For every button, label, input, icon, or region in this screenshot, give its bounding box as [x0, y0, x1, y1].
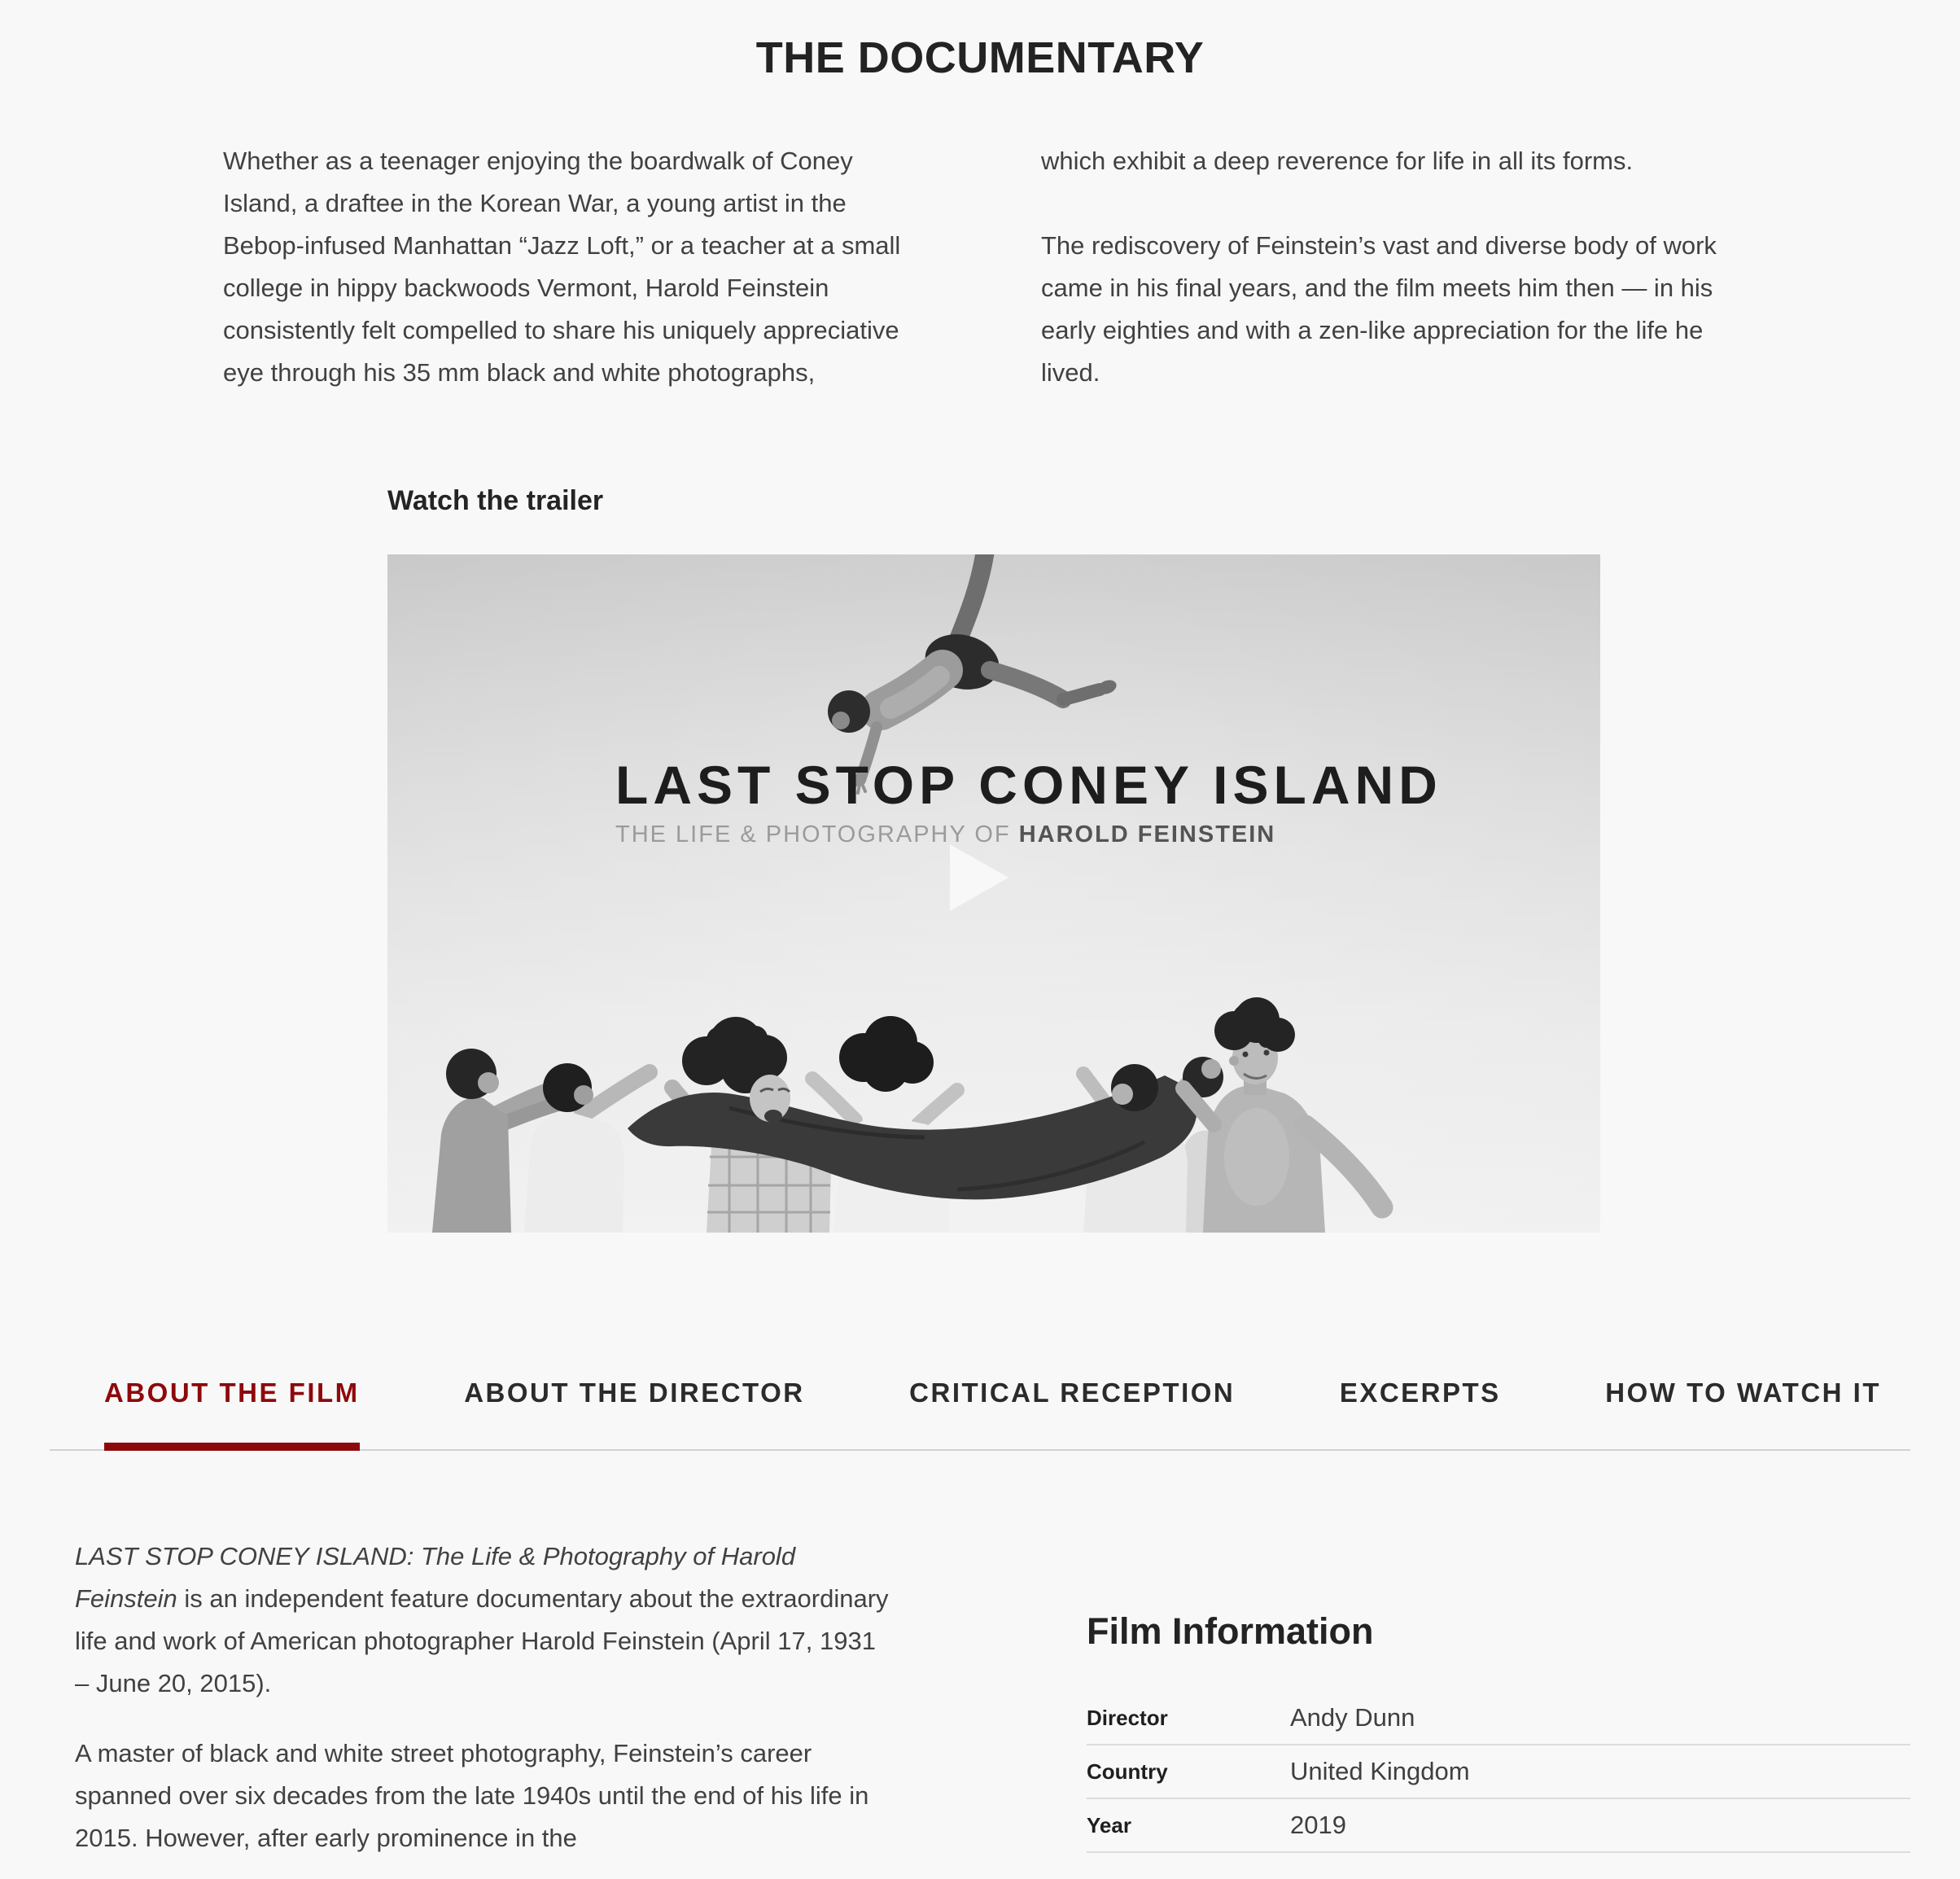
watch-trailer-heading: Watch the trailer — [387, 485, 604, 516]
video-subtitle-bold: HAROLD FEINSTEIN — [1018, 821, 1276, 848]
intro-columns — [223, 140, 1737, 394]
about-film-paragraph-2: A master of black and white street photography, Feinstein’s career spanned over six decades from the late 1940s until the end of his life in 2015. However, after early prominence in the — [75, 1739, 869, 1852]
film-info-label: Year — [1087, 1812, 1131, 1837]
film-information-panel — [1087, 1535, 1910, 1859]
page-title: THE DOCUMENTARY — [755, 33, 1205, 82]
intro-paragraph-2: The rediscovery of Feinstein’s vast and diverse body of work came in his final years, and the film meets him then — in his early eighties and with a zen-like appreciation for the life he lived. — [1041, 231, 1717, 387]
table-row — [1087, 1798, 1910, 1852]
intro-paragraph-1: Whether as a teenager enjoying the boardwalk of Coney Island, a draftee in the Korean War, a young artist in the Bebop-infused Manhattan “Jazz Loft,” or a teacher at a small college in hippy backwoods Vermont, Harold Feinstein consistently felt compelled to share his uniquely appreciative eye through his 35 mm black and white photographs, — [223, 147, 901, 387]
table-row — [1087, 1745, 1910, 1798]
tab-how-to-watch-it[interactable]: HOW TO WATCH IT — [1605, 1377, 1881, 1408]
table-row — [1087, 1692, 1910, 1745]
film-info-label: Director — [1087, 1705, 1168, 1730]
film-info-value: 2019 — [1290, 1811, 1346, 1839]
film-information-table — [1087, 1692, 1910, 1853]
intro-column-left — [223, 140, 919, 394]
about-film-section — [50, 1535, 1910, 1859]
about-film-paragraph-1-rest: is an independent feature documentary about the extraordinary life and work of American photographer Harold Feinstein (April 17, 1931 – June 20, 2015). — [75, 1584, 889, 1697]
film-info-value: United Kingdom — [1290, 1757, 1470, 1785]
about-film-paragraph-1 — [75, 1535, 889, 1705]
about-film-text — [75, 1535, 889, 1859]
tab-about-the-director[interactable]: ABOUT THE DIRECTOR — [464, 1377, 805, 1408]
film-information-heading: Film Information — [1087, 1610, 1374, 1652]
tab-critical-reception[interactable]: CRITICAL RECEPTION — [909, 1377, 1236, 1408]
play-icon[interactable] — [950, 844, 1008, 911]
video-title: LAST STOP CONEY ISLAND — [615, 755, 1442, 815]
video-subtitle-light: THE LIFE & PHOTOGRAPHY OF — [615, 821, 1019, 848]
intro-paragraph-1-continued: which exhibit a deep reverence for life in all its forms. — [1041, 147, 1634, 175]
section-tabs — [50, 1377, 1910, 1451]
trailer-video-player[interactable] — [387, 554, 1600, 1233]
tab-excerpts[interactable]: EXCERPTS — [1339, 1377, 1501, 1408]
intro-column-right — [1041, 140, 1737, 394]
film-info-value: Andy Dunn — [1290, 1703, 1415, 1732]
film-title-italic: LAST STOP CONEY ISLAND: The Life & Photography of Harold Feinstein — [75, 1542, 796, 1613]
tab-about-the-film[interactable]: ABOUT THE FILM — [104, 1377, 360, 1449]
film-info-label: Country — [1087, 1759, 1168, 1784]
